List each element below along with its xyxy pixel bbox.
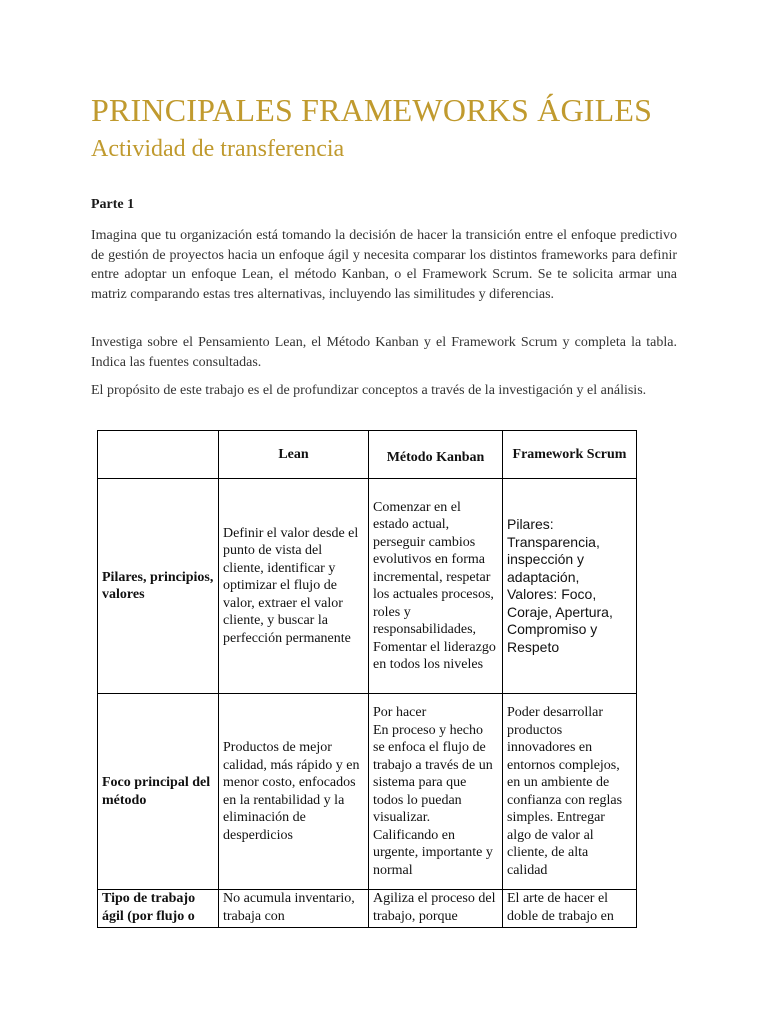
table-row (98, 890, 637, 928)
cell-scrum-tipo (503, 890, 637, 928)
comparison-table (97, 430, 637, 928)
document-subtitle: Actividad de transferencia (91, 136, 345, 162)
table-header-empty (98, 431, 219, 479)
cell-lean-tipo-text: No acumula inventario, trabaja con (223, 891, 355, 924)
table-header-kanban: Método Kanban (369, 431, 503, 479)
table-header-lean: Lean (219, 431, 369, 479)
section-heading: Parte 1 (91, 197, 135, 212)
cell-lean-pilares: Definir el valor desde el punto de vista del cliente, identificar y optimizar el flujo de valor, extraer el valor cliente, y buscar la perfección permanente (219, 479, 369, 694)
cell-scrum-tipo-text: El arte de hacer el doble de trabajo en (507, 891, 614, 924)
cell-kanban-pilares: Comenzar en el estado actual, perseguir cambios evolutivos en forma incremental, respetar los actuales procesos, roles y responsabilidades, Fomentar el liderazgo en todos los niveles (369, 479, 503, 694)
cell-scrum-pilares: Pilares: Transparencia, inspección y adaptación, Valores: Foco, Coraje, Apertura, Compromiso y Respeto (503, 479, 637, 694)
cell-kanban-tipo-text: Agiliza el proceso del trabajo, porque (373, 891, 496, 924)
cell-lean-tipo (219, 890, 369, 928)
cell-lean-foco: Productos de mejor calidad, más rápido y en menor costo, enfocados en la rentabilidad y la eliminación de desperdicios (219, 694, 369, 890)
row-label-tipo (98, 890, 219, 928)
table-header-scrum: Framework Scrum (503, 431, 637, 479)
paragraph-purpose: El propósito de este trabajo es el de profundizar conceptos a través de la investigación y el análisis. (91, 383, 647, 398)
row-label-pilares: Pilares, principios, valores (98, 479, 219, 694)
paragraph-instructions: Investiga sobre el Pensamiento Lean, el Método Kanban y el Framework Scrum y completa la tabla. Indica las fuentes consultadas. (91, 335, 677, 370)
paragraph-intro: Imagina que tu organización está tomando la decisión de hacer la transición entre el enfoque predictivo de gestión de proyectos hacia un enfoque ágil y necesita comparar los distintos frameworks para definir entre adoptar un enfoque Lean, el método Kanban, o el Framework Scrum. Se te solicita armar una matriz comparando estas tres alternativas, incluyendo las similitudes y diferencias. (91, 228, 677, 302)
document-title: PRINCIPALES FRAMEWORKS ÁGILES (91, 92, 653, 128)
cell-kanban-tipo (369, 890, 503, 928)
table-row (98, 694, 637, 890)
row-label-foco: Foco principal del método (98, 694, 219, 890)
table-header-row (98, 431, 637, 479)
cell-kanban-foco: Por hacer En proceso y hecho se enfoca el flujo de trabajo a través de un sistema para que todos lo puedan visualizar. Calificando en urgente, importante y normal (369, 694, 503, 890)
cell-scrum-foco: Poder desarrollar productos innovadores en entornos complejos, en un ambiente de confianza con reglas simples. Entregar algo de valor al cliente, de alta calidad (503, 694, 637, 890)
table-row (98, 479, 637, 694)
row-label-tipo-text: Tipo de trabajo ágil (por flujo o (102, 891, 196, 924)
